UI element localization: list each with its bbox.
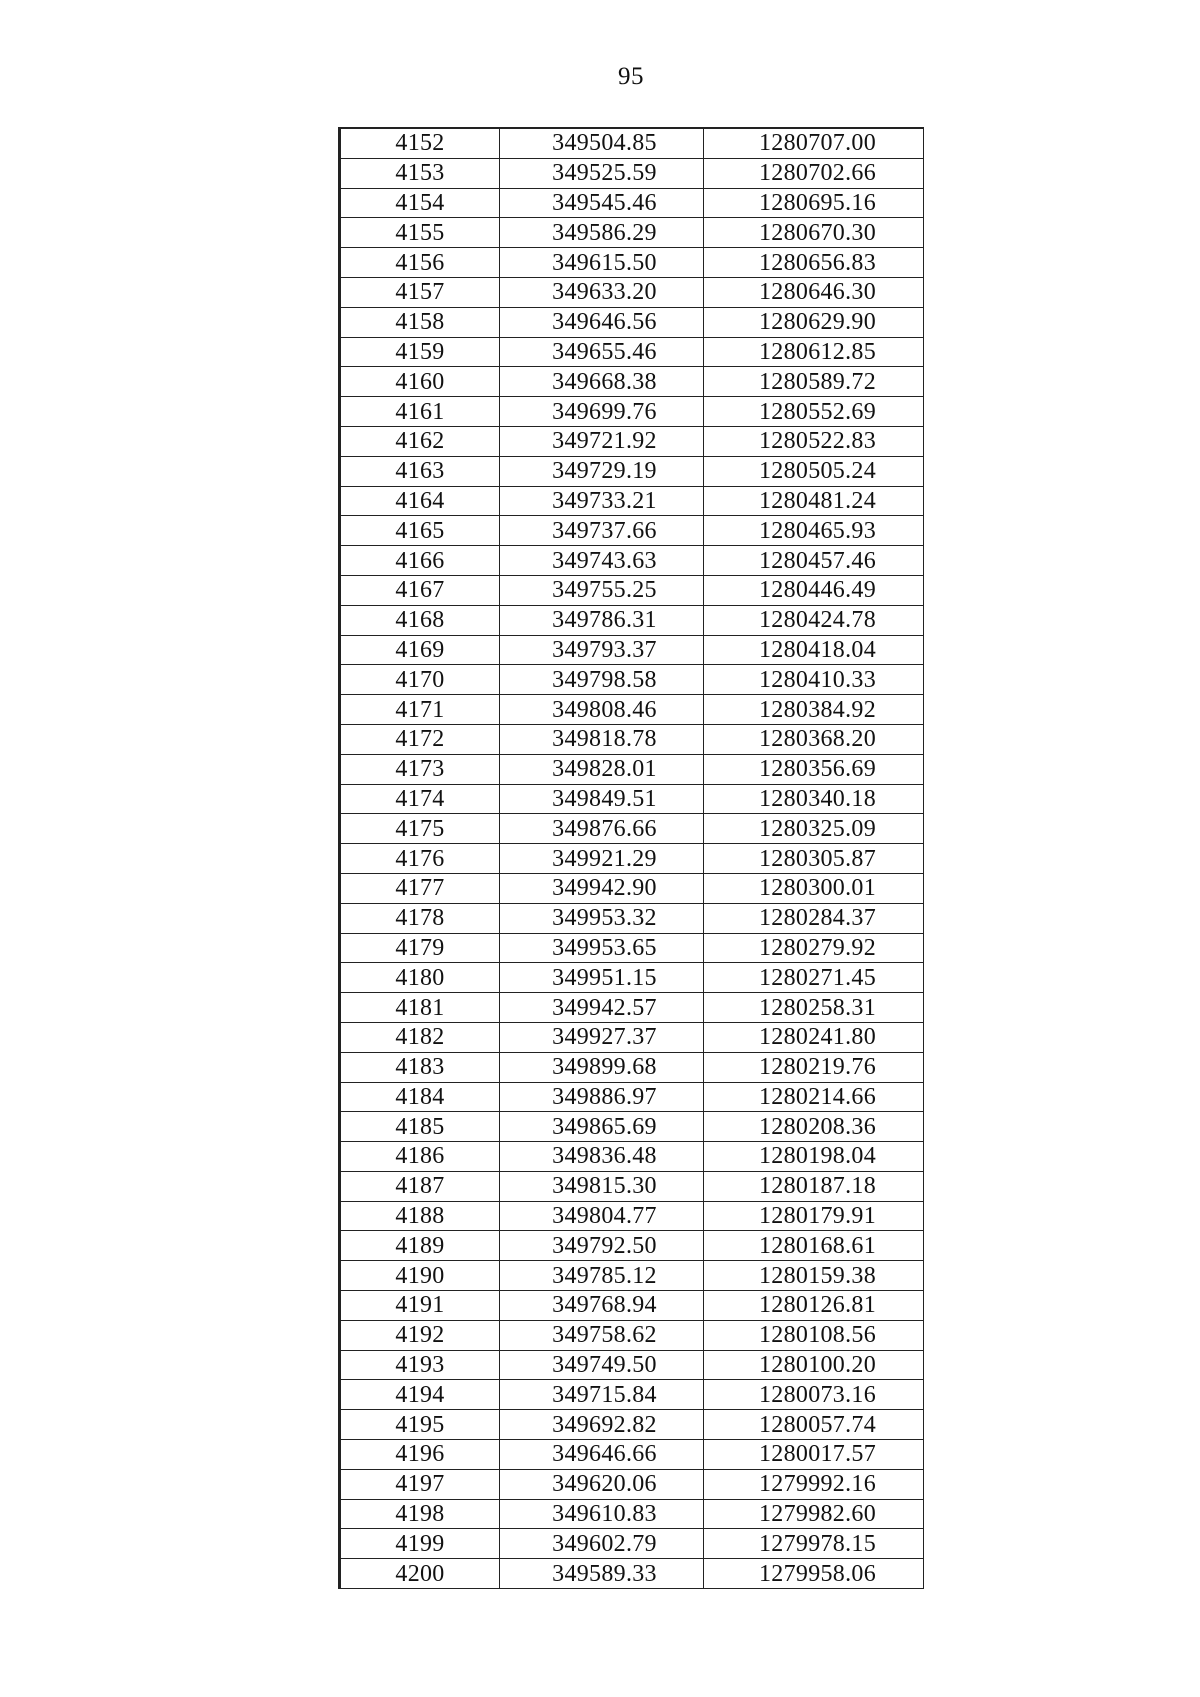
table-row <box>340 1410 924 1440</box>
table-row <box>340 1440 924 1470</box>
x-coordinate-cell: 349836.48 <box>500 1142 704 1172</box>
table-row <box>340 277 924 307</box>
point-number-cell: 4196 <box>340 1440 500 1470</box>
table-row <box>340 784 924 814</box>
table-row <box>340 903 924 933</box>
point-number-cell: 4197 <box>340 1469 500 1499</box>
table-row <box>340 188 924 218</box>
y-coordinate-cell: 1280656.83 <box>704 248 924 278</box>
point-number-cell: 4159 <box>340 337 500 367</box>
y-coordinate-cell: 1280187.18 <box>704 1171 924 1201</box>
table-row <box>340 486 924 516</box>
point-number-cell: 4184 <box>340 1082 500 1112</box>
table-row <box>340 1112 924 1142</box>
y-coordinate-cell: 1280108.56 <box>704 1320 924 1350</box>
point-number-cell: 4174 <box>340 784 500 814</box>
y-coordinate-cell: 1280073.16 <box>704 1380 924 1410</box>
x-coordinate-cell: 349525.59 <box>500 158 704 188</box>
x-coordinate-cell: 349545.46 <box>500 188 704 218</box>
x-coordinate-cell: 349798.58 <box>500 665 704 695</box>
point-number-cell: 4175 <box>340 814 500 844</box>
point-number-cell: 4167 <box>340 575 500 605</box>
y-coordinate-cell: 1280198.04 <box>704 1142 924 1172</box>
table-row <box>340 426 924 456</box>
table-row <box>340 1320 924 1350</box>
x-coordinate-cell: 349729.19 <box>500 456 704 486</box>
point-number-cell: 4188 <box>340 1201 500 1231</box>
y-coordinate-cell: 1280219.76 <box>704 1052 924 1082</box>
table-row <box>340 1052 924 1082</box>
x-coordinate-cell: 349615.50 <box>500 248 704 278</box>
point-number-cell: 4169 <box>340 635 500 665</box>
table-row <box>340 933 924 963</box>
point-number-cell: 4186 <box>340 1142 500 1172</box>
table-row <box>340 456 924 486</box>
x-coordinate-cell: 349953.32 <box>500 903 704 933</box>
point-number-cell: 4199 <box>340 1529 500 1559</box>
table-row <box>340 814 924 844</box>
x-coordinate-cell: 349646.56 <box>500 307 704 337</box>
x-coordinate-cell: 349737.66 <box>500 516 704 546</box>
y-coordinate-cell: 1280100.20 <box>704 1350 924 1380</box>
table-row <box>340 248 924 278</box>
x-coordinate-cell: 349942.90 <box>500 873 704 903</box>
table-row <box>340 754 924 784</box>
x-coordinate-cell: 349755.25 <box>500 575 704 605</box>
y-coordinate-cell: 1280465.93 <box>704 516 924 546</box>
y-coordinate-cell: 1280279.92 <box>704 933 924 963</box>
x-coordinate-cell: 349504.85 <box>500 128 704 158</box>
table-row <box>340 1499 924 1529</box>
x-coordinate-cell: 349953.65 <box>500 933 704 963</box>
x-coordinate-cell: 349785.12 <box>500 1261 704 1291</box>
y-coordinate-cell: 1279958.06 <box>704 1559 924 1589</box>
table-row <box>340 158 924 188</box>
y-coordinate-cell: 1280258.31 <box>704 993 924 1023</box>
y-coordinate-cell: 1280168.61 <box>704 1231 924 1261</box>
point-number-cell: 4187 <box>340 1171 500 1201</box>
point-number-cell: 4171 <box>340 695 500 725</box>
x-coordinate-cell: 349655.46 <box>500 337 704 367</box>
point-number-cell: 4161 <box>340 397 500 427</box>
point-number-cell: 4153 <box>340 158 500 188</box>
table-row <box>340 635 924 665</box>
table-row <box>340 1261 924 1291</box>
x-coordinate-cell: 349786.31 <box>500 605 704 635</box>
x-coordinate-cell: 349646.66 <box>500 1440 704 1470</box>
x-coordinate-cell: 349699.76 <box>500 397 704 427</box>
point-number-cell: 4173 <box>340 754 500 784</box>
table-row <box>340 873 924 903</box>
page-number: 95 <box>618 63 644 90</box>
x-coordinate-cell: 349793.37 <box>500 635 704 665</box>
point-number-cell: 4164 <box>340 486 500 516</box>
x-coordinate-cell: 349899.68 <box>500 1052 704 1082</box>
point-number-cell: 4165 <box>340 516 500 546</box>
y-coordinate-cell: 1280271.45 <box>704 963 924 993</box>
y-coordinate-cell: 1280646.30 <box>704 277 924 307</box>
point-number-cell: 4191 <box>340 1291 500 1321</box>
y-coordinate-cell: 1280208.36 <box>704 1112 924 1142</box>
point-number-cell: 4172 <box>340 724 500 754</box>
table-row <box>340 695 924 725</box>
point-number-cell: 4200 <box>340 1559 500 1589</box>
table-row <box>340 963 924 993</box>
point-number-cell: 4170 <box>340 665 500 695</box>
y-coordinate-cell: 1280410.33 <box>704 665 924 695</box>
y-coordinate-cell: 1280305.87 <box>704 844 924 874</box>
x-coordinate-cell: 349792.50 <box>500 1231 704 1261</box>
point-number-cell: 4177 <box>340 873 500 903</box>
point-number-cell: 4168 <box>340 605 500 635</box>
point-number-cell: 4154 <box>340 188 500 218</box>
y-coordinate-cell: 1280707.00 <box>704 128 924 158</box>
table-row <box>340 337 924 367</box>
table-row <box>340 367 924 397</box>
table-row <box>340 1350 924 1380</box>
y-coordinate-cell: 1280017.57 <box>704 1440 924 1470</box>
point-number-cell: 4163 <box>340 456 500 486</box>
y-coordinate-cell: 1280126.81 <box>704 1291 924 1321</box>
x-coordinate-cell: 349849.51 <box>500 784 704 814</box>
y-coordinate-cell: 1280612.85 <box>704 337 924 367</box>
table-row <box>340 1022 924 1052</box>
table-row <box>340 128 924 158</box>
x-coordinate-cell: 349733.21 <box>500 486 704 516</box>
table-row <box>340 1142 924 1172</box>
table-row <box>340 307 924 337</box>
table-row <box>340 1529 924 1559</box>
point-number-cell: 4152 <box>340 128 500 158</box>
point-number-cell: 4158 <box>340 307 500 337</box>
x-coordinate-cell: 349721.92 <box>500 426 704 456</box>
x-coordinate-cell: 349921.29 <box>500 844 704 874</box>
y-coordinate-cell: 1280179.91 <box>704 1201 924 1231</box>
x-coordinate-cell: 349768.94 <box>500 1291 704 1321</box>
table-row <box>340 844 924 874</box>
y-coordinate-cell: 1279978.15 <box>704 1529 924 1559</box>
x-coordinate-cell: 349758.62 <box>500 1320 704 1350</box>
table-row <box>340 724 924 754</box>
y-coordinate-cell: 1280446.49 <box>704 575 924 605</box>
y-coordinate-cell: 1280552.69 <box>704 397 924 427</box>
y-coordinate-cell: 1279992.16 <box>704 1469 924 1499</box>
x-coordinate-cell: 349668.38 <box>500 367 704 397</box>
point-number-cell: 4189 <box>340 1231 500 1261</box>
table-row <box>340 993 924 1023</box>
table-row <box>340 1291 924 1321</box>
coordinates-table-body <box>340 128 924 1589</box>
x-coordinate-cell: 349942.57 <box>500 993 704 1023</box>
point-number-cell: 4157 <box>340 277 500 307</box>
x-coordinate-cell: 349886.97 <box>500 1082 704 1112</box>
y-coordinate-cell: 1280384.92 <box>704 695 924 725</box>
y-coordinate-cell: 1280702.66 <box>704 158 924 188</box>
table-row <box>340 218 924 248</box>
y-coordinate-cell: 1280670.30 <box>704 218 924 248</box>
x-coordinate-cell: 349715.84 <box>500 1380 704 1410</box>
y-coordinate-cell: 1280284.37 <box>704 903 924 933</box>
y-coordinate-cell: 1280424.78 <box>704 605 924 635</box>
table-row <box>340 546 924 576</box>
point-number-cell: 4182 <box>340 1022 500 1052</box>
point-number-cell: 4178 <box>340 903 500 933</box>
table-row <box>340 1380 924 1410</box>
table-row <box>340 397 924 427</box>
table-row <box>340 1082 924 1112</box>
y-coordinate-cell: 1279982.60 <box>704 1499 924 1529</box>
x-coordinate-cell: 349808.46 <box>500 695 704 725</box>
point-number-cell: 4183 <box>340 1052 500 1082</box>
y-coordinate-cell: 1280457.46 <box>704 546 924 576</box>
point-number-cell: 4156 <box>340 248 500 278</box>
table-row <box>340 516 924 546</box>
y-coordinate-cell: 1280481.24 <box>704 486 924 516</box>
x-coordinate-cell: 349692.82 <box>500 1410 704 1440</box>
table-row <box>340 575 924 605</box>
table-row <box>340 665 924 695</box>
table-row <box>340 1201 924 1231</box>
y-coordinate-cell: 1280695.16 <box>704 188 924 218</box>
table-row <box>340 605 924 635</box>
x-coordinate-cell: 349876.66 <box>500 814 704 844</box>
x-coordinate-cell: 349865.69 <box>500 1112 704 1142</box>
point-number-cell: 4181 <box>340 993 500 1023</box>
x-coordinate-cell: 349927.37 <box>500 1022 704 1052</box>
point-number-cell: 4185 <box>340 1112 500 1142</box>
y-coordinate-cell: 1280057.74 <box>704 1410 924 1440</box>
x-coordinate-cell: 349749.50 <box>500 1350 704 1380</box>
x-coordinate-cell: 349828.01 <box>500 754 704 784</box>
y-coordinate-cell: 1280300.01 <box>704 873 924 903</box>
table-row <box>340 1559 924 1589</box>
y-coordinate-cell: 1280325.09 <box>704 814 924 844</box>
y-coordinate-cell: 1280522.83 <box>704 426 924 456</box>
x-coordinate-cell: 349633.20 <box>500 277 704 307</box>
point-number-cell: 4192 <box>340 1320 500 1350</box>
x-coordinate-cell: 349610.83 <box>500 1499 704 1529</box>
point-number-cell: 4198 <box>340 1499 500 1529</box>
y-coordinate-cell: 1280418.04 <box>704 635 924 665</box>
coordinates-table <box>338 127 924 1589</box>
table-row <box>340 1469 924 1499</box>
y-coordinate-cell: 1280368.20 <box>704 724 924 754</box>
point-number-cell: 4155 <box>340 218 500 248</box>
x-coordinate-cell: 349620.06 <box>500 1469 704 1499</box>
y-coordinate-cell: 1280629.90 <box>704 307 924 337</box>
x-coordinate-cell: 349586.29 <box>500 218 704 248</box>
point-number-cell: 4195 <box>340 1410 500 1440</box>
point-number-cell: 4166 <box>340 546 500 576</box>
point-number-cell: 4179 <box>340 933 500 963</box>
x-coordinate-cell: 349951.15 <box>500 963 704 993</box>
y-coordinate-cell: 1280505.24 <box>704 456 924 486</box>
point-number-cell: 4190 <box>340 1261 500 1291</box>
x-coordinate-cell: 349602.79 <box>500 1529 704 1559</box>
y-coordinate-cell: 1280159.38 <box>704 1261 924 1291</box>
table-row <box>340 1231 924 1261</box>
y-coordinate-cell: 1280241.80 <box>704 1022 924 1052</box>
x-coordinate-cell: 349743.63 <box>500 546 704 576</box>
y-coordinate-cell: 1280589.72 <box>704 367 924 397</box>
x-coordinate-cell: 349818.78 <box>500 724 704 754</box>
x-coordinate-cell: 349815.30 <box>500 1171 704 1201</box>
point-number-cell: 4193 <box>340 1350 500 1380</box>
y-coordinate-cell: 1280340.18 <box>704 784 924 814</box>
point-number-cell: 4176 <box>340 844 500 874</box>
table-row <box>340 1171 924 1201</box>
y-coordinate-cell: 1280356.69 <box>704 754 924 784</box>
x-coordinate-cell: 349804.77 <box>500 1201 704 1231</box>
x-coordinate-cell: 349589.33 <box>500 1559 704 1589</box>
point-number-cell: 4194 <box>340 1380 500 1410</box>
y-coordinate-cell: 1280214.66 <box>704 1082 924 1112</box>
point-number-cell: 4162 <box>340 426 500 456</box>
point-number-cell: 4160 <box>340 367 500 397</box>
point-number-cell: 4180 <box>340 963 500 993</box>
